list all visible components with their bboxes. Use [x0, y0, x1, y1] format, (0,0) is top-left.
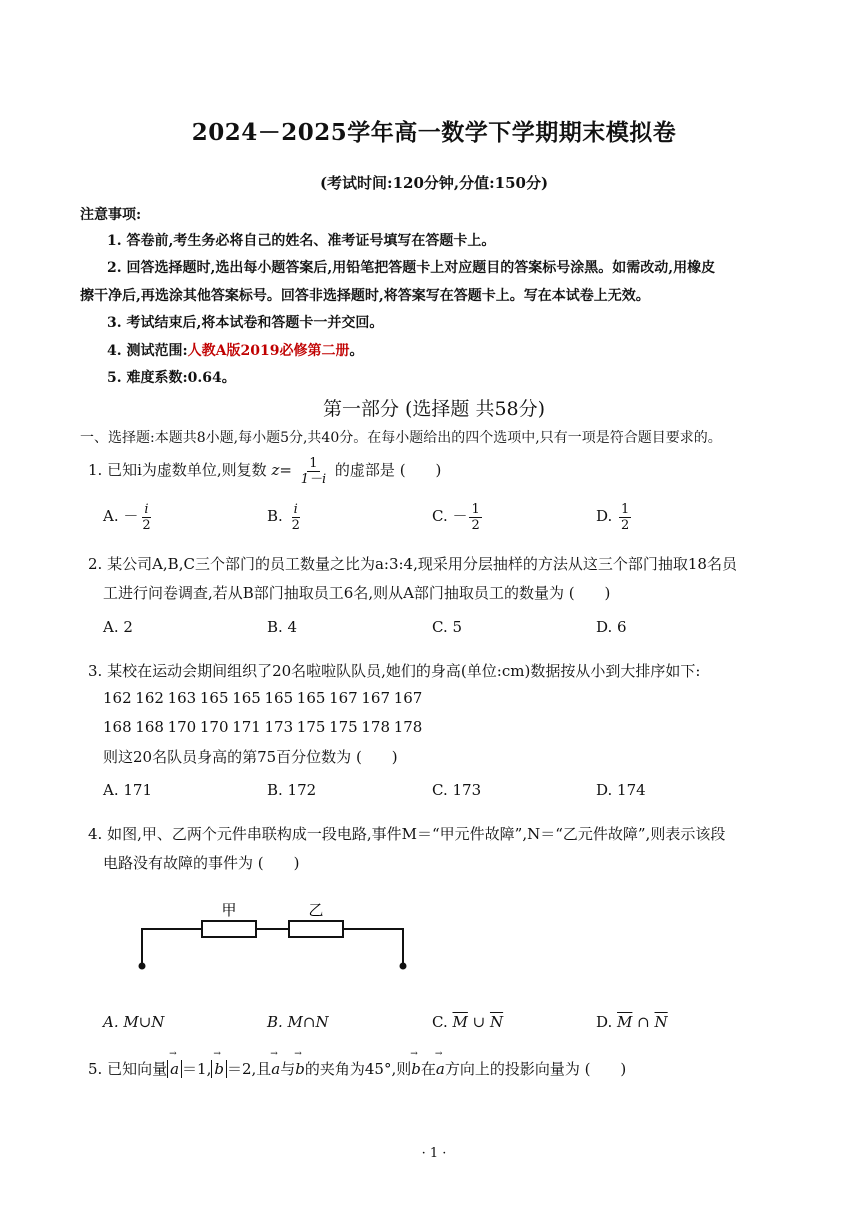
q4-option-d-op: ∩ — [632, 1013, 655, 1031]
q5-eq2: ＝2,且 — [226, 1060, 272, 1078]
q1-text-a: 1. 已知i为虚数单位,则复数 — [88, 461, 267, 479]
q4-option-d-label: D. — [596, 1013, 613, 1031]
q1-option-d-label: D. — [596, 507, 613, 525]
notice-item-4 — [107, 340, 364, 360]
q4-option-c-label: C. — [432, 1013, 448, 1031]
q1-option-b-den: 2 — [291, 517, 300, 533]
q1-option-d[interactable] — [596, 499, 633, 533]
q3-height-value: 162 — [103, 689, 132, 707]
q3-height-value: 162 — [135, 689, 164, 707]
q1-option-c-den: 2 — [471, 517, 480, 533]
terminal-right — [400, 963, 407, 970]
q4-option-d[interactable] — [596, 1013, 668, 1031]
circuit-wire-right — [343, 929, 403, 966]
q3-height-value: 165 — [296, 689, 326, 707]
notice-item-1: 1. 答卷前,考生务必将自己的姓名、准考证号填写在答题卡上。 — [107, 233, 496, 249]
q3-height-value: 165 — [199, 689, 229, 707]
notice-item-4-prefix: 4. 测试范围: — [107, 343, 188, 359]
q1-option-b-label: B. — [267, 507, 283, 525]
component-yi — [289, 921, 343, 937]
q1-text-b: 的虚部是 ( ) — [334, 461, 442, 479]
q5-tail: 方向上的投影向量为 ( ) — [444, 1060, 627, 1078]
label-jia: 甲 — [221, 901, 237, 919]
q5-abs-b — [211, 1060, 227, 1078]
q1-var: z — [271, 461, 280, 479]
q2-option-b[interactable]: B. 4 — [267, 618, 298, 636]
question-3-question: 则这20名队员身高的第75百分位数为 ( ) — [103, 748, 398, 766]
q1-eq: = — [279, 461, 292, 479]
q4-option-c[interactable] — [432, 1013, 503, 1031]
q1-fraction — [299, 456, 328, 487]
q1-option-c-num: 1 — [471, 501, 480, 517]
q4-option-b[interactable]: B. M∩N — [267, 1013, 329, 1031]
q5-with: 与 — [280, 1060, 296, 1078]
notice-heading: 注意事项: — [80, 207, 142, 223]
q3-height-value: 175 — [296, 718, 326, 736]
section-title: 第一部分 (选择题 共58分) — [322, 398, 546, 420]
q5-angle: 的夹角为45° — [304, 1060, 392, 1078]
q3-height-value: 163 — [167, 689, 197, 707]
question-4-line1: 4. 如图,甲、乙两个元件串联构成一段电路,事件M＝“甲元件故障”,N＝“乙元件故障”,则表示该段 — [88, 825, 726, 843]
q5-then: ,则 — [391, 1060, 412, 1078]
test-range: 人教A版2019必修第二册 — [187, 343, 350, 359]
notice-item-3: 3. 考试结束后,将本试卷和答题卡一并交回。 — [107, 315, 384, 331]
circuit-wire-left — [142, 929, 202, 966]
q3-height-value: 167 — [329, 689, 358, 707]
question-1-stem — [88, 453, 441, 487]
q2-option-a[interactable]: A. 2 — [103, 618, 133, 636]
terminal-left — [139, 963, 146, 970]
q4-option-c-n: $\overline{N}$ — [489, 1013, 504, 1031]
notice-item-5: 5. 难度系数:0.64。 — [107, 370, 236, 386]
q1-option-d-frac — [619, 502, 631, 533]
q1-frac-den: 1－i — [300, 471, 327, 487]
page-number: · 1 · — [421, 1146, 447, 1161]
q1-option-a[interactable] — [103, 499, 155, 533]
q3-height-value: 168 — [103, 718, 132, 736]
q3-height-value: 170 — [199, 718, 229, 736]
q3-height-value: 165 — [232, 689, 261, 707]
q2-option-d[interactable]: D. 6 — [596, 618, 627, 636]
q5-text-a: 5. 已知向量 — [88, 1060, 168, 1078]
question-2-line2: 工进行问卷调查,若从B部门抽取员工6名,则从A部门抽取员工的数量为 ( ) — [103, 584, 611, 602]
q1-option-a-num: i — [144, 501, 149, 517]
q1-option-d-num: 1 — [621, 501, 630, 517]
q2-option-c[interactable]: C. 5 — [432, 618, 463, 636]
q5-vec-a2: → a — [271, 1060, 280, 1078]
q3-option-c[interactable]: C. 173 — [432, 781, 482, 799]
q5-vec-b3: → b — [411, 1060, 421, 1078]
q5-eq1: ＝1, — [182, 1060, 212, 1078]
exam-subtitle: (考试时间:120分钟,分值:150分) — [319, 174, 549, 192]
q5-vec-a: → a — [170, 1060, 179, 1078]
q4-option-d-n: $\overline{N}$ — [654, 1013, 668, 1031]
q5-on: 在 — [420, 1060, 436, 1078]
q3-option-b[interactable]: B. 172 — [267, 781, 317, 799]
q1-option-a-den: 2 — [142, 517, 151, 533]
q4-option-c-m: $\overline{M}$ — [452, 1013, 468, 1031]
q3-height-value: 168 — [135, 718, 164, 736]
q3-height-value: 178 — [393, 718, 423, 736]
q4-option-c-op: ∪ — [467, 1013, 490, 1031]
exam-title: 2024－2025学年高一数学下学期期末模拟卷 — [191, 119, 677, 146]
component-jia — [202, 921, 256, 937]
q3-option-a[interactable]: A. 171 — [103, 781, 152, 799]
q3-option-d[interactable]: D. 174 — [596, 781, 646, 799]
circuit-diagram — [130, 896, 420, 976]
q3-height-value: 167 — [361, 689, 391, 707]
q5-abs-a — [167, 1060, 182, 1078]
q1-option-c[interactable] — [432, 499, 484, 533]
q4-option-a[interactable]: A. M∪N — [103, 1013, 165, 1031]
q3-height-value: 171 — [232, 718, 261, 736]
q5-vec-b2: → b — [295, 1060, 305, 1078]
q5-vec-b: → b — [214, 1060, 224, 1078]
q3-height-value: 175 — [329, 718, 358, 736]
q3-height-value: 167 — [393, 689, 423, 707]
notice-item-4-suffix: 。 — [349, 343, 364, 359]
label-yi: 乙 — [308, 901, 324, 919]
q3-height-value: 165 — [264, 689, 294, 707]
q1-option-c-frac — [469, 502, 481, 533]
q1-option-c-label: C. － — [432, 507, 468, 525]
question-4-line2: 电路没有故障的事件为 ( ) — [103, 854, 300, 872]
q1-option-d-den: 2 — [621, 517, 630, 533]
q3-height-value: 173 — [264, 718, 294, 736]
notice-item-2-line2: 擦干净后,再选涂其他答案标号。回答非选择题时,将答案写在答题卡上。写在本试卷上无效。 — [80, 288, 650, 304]
q1-option-b-frac — [290, 502, 302, 533]
q1-frac-num: 1 — [309, 455, 318, 471]
q4-option-d-m: $\overline{M}$ — [617, 1013, 633, 1031]
q1-option-b-num: i — [293, 501, 298, 517]
question-2-line1: 2. 某公司A,B,C三个部门的员工数量之比为a:3:4,现采用分层抽样的方法从这三个部门抽取18名员 — [88, 555, 737, 573]
q3-height-value: 170 — [167, 718, 197, 736]
q1-option-a-frac — [140, 502, 152, 533]
question-3-stem: 3. 某校在运动会期间组织了20名啦啦队队员,她们的身高(单位:cm)数据按从小到大排序如下: — [88, 662, 701, 680]
q1-option-b[interactable] — [267, 499, 304, 533]
q3-height-value: 178 — [361, 718, 391, 736]
q1-option-a-label: A. － — [103, 507, 139, 525]
q5-vec-a3: → a — [436, 1060, 445, 1078]
notice-item-2-line1: 2. 回答选择题时,选出每小题答案后,用铅笔把答题卡上对应题目的答案标号涂黑。如需改动,用橡皮 — [107, 260, 716, 276]
question-5-stem — [88, 1058, 626, 1079]
section-intro: 一、选择题:本题共8小题,每小题5分,共40分。在每小题给出的四个选项中,只有一项是符合题目要求的。 — [80, 430, 722, 446]
